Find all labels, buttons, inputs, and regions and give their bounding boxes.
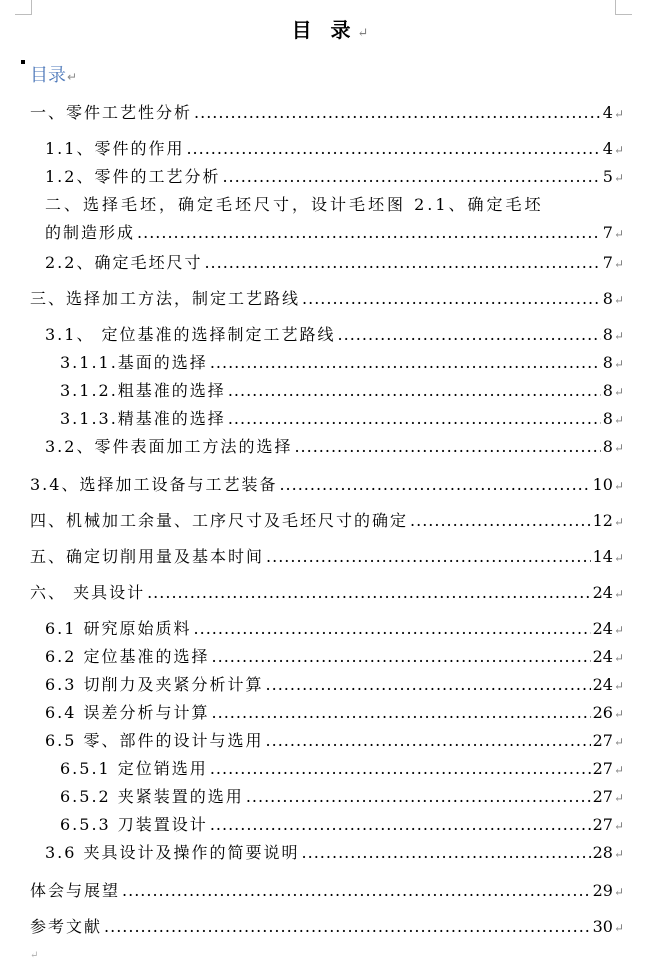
bullet-marker (21, 60, 25, 64)
toc-entry[interactable]: 6.5 零、部件的设计与选用 ..... 27 ↵ (45, 728, 624, 751)
paragraph-mark-icon: ↵ (613, 479, 624, 493)
toc-entry[interactable]: 1.2、零件的工艺分析 ..... 5 ↵ (45, 164, 624, 187)
paragraph-mark-icon: ↵ (67, 70, 78, 84)
toc-entry[interactable]: 五、确定切削用量及基本时间 ..... 14 ↵ (30, 544, 624, 567)
paragraph-mark-icon: ↵ (613, 885, 624, 899)
paragraph-mark-icon: ↵ (613, 329, 624, 343)
paragraph-mark-icon: ↵ (613, 551, 624, 565)
toc-entry[interactable]: 二、选择毛坯，确定毛坯尺寸，设计毛坯图 2.1、确定毛坯 (45, 195, 544, 214)
toc-entry[interactable]: 一、零件工艺性分析 ..... 4 ↵ (30, 100, 624, 123)
paragraph-mark-icon: ↵ (613, 515, 624, 529)
toc-entry[interactable]: 3.1.1.基面的选择 ..... 8 ↵ (60, 350, 624, 373)
paragraph-mark-icon: ↵ (613, 623, 624, 637)
paragraph-mark-icon: ↵ (613, 921, 624, 935)
toc-entry[interactable]: 3.4、选择加工设备与工艺装备 ..... 10 ↵ (30, 472, 624, 495)
paragraph-mark-icon: ↵ (613, 819, 624, 833)
toc-entry[interactable]: 3.2、零件表面加工方法的选择 ..... 8 ↵ (45, 434, 624, 457)
paragraph-mark-icon: ↵ (613, 679, 624, 693)
paragraph-mark-icon: ↵ (613, 171, 624, 185)
paragraph-mark-icon: ↵ (30, 950, 39, 961)
toc-entry[interactable]: 四、机械加工余量、工序尺寸及毛坯尺寸的确定 ..... 12 ↵ (30, 508, 624, 531)
toc-entry[interactable]: 三、选择加工方法，制定工艺路线 ..... 8 ↵ (30, 286, 624, 309)
document-title: 目 录↵ (291, 18, 369, 42)
paragraph-mark-icon: ↵ (613, 385, 624, 399)
paragraph-mark-icon: ↵ (613, 441, 624, 455)
paragraph-mark-icon: ↵ (613, 107, 624, 121)
paragraph-mark-icon: ↵ (357, 26, 369, 41)
paragraph-mark-icon: ↵ (613, 143, 624, 157)
toc-entry[interactable]: 体会与展望 ..... 29 ↵ (30, 878, 624, 901)
paragraph-mark-icon: ↵ (613, 763, 624, 777)
crop-mark-top-left (15, 0, 32, 15)
toc-entry[interactable]: 1.1、零件的作用 ..... 4 ↵ (45, 136, 624, 159)
paragraph-mark-icon: ↵ (613, 707, 624, 721)
toc-entry[interactable]: 3.1.3.精基准的选择 ..... 8 ↵ (60, 406, 624, 429)
paragraph-mark-icon: ↵ (613, 735, 624, 749)
toc-heading[interactable]: 目录↵ (30, 65, 78, 86)
paragraph-mark-icon: ↵ (613, 791, 624, 805)
crop-mark-top-right (615, 0, 632, 15)
toc-entry[interactable]: 6.2 定位基准的选择 ..... 24 ↵ (45, 644, 624, 667)
toc-entry[interactable]: 3.1、 定位基准的选择制定工艺路线 ..... 8 ↵ (45, 322, 624, 345)
paragraph-mark-icon: ↵ (613, 587, 624, 601)
toc-entry[interactable]: 6.1 研究原始质料 ..... 24 ↵ (45, 616, 624, 639)
toc-entry[interactable]: 6.5.2 夹紧装置的选用 ..... 27 ↵ (60, 784, 624, 807)
toc-entry[interactable]: 3.1.2.粗基准的选择 ..... 8 ↵ (60, 378, 624, 401)
toc-entry[interactable]: 6.5.3 刀装置设计 ..... 27 ↵ (60, 812, 624, 835)
paragraph-mark-icon: ↵ (613, 293, 624, 307)
toc-entry[interactable]: 6.4 误差分析与计算 ..... 26 ↵ (45, 700, 624, 723)
paragraph-mark-icon: ↵ (613, 357, 624, 371)
toc-entry[interactable]: 3.6 夹具设计及操作的简要说明 ..... 28 ↵ (45, 840, 624, 863)
paragraph-mark-icon: ↵ (613, 257, 624, 271)
paragraph-mark-icon: ↵ (613, 227, 624, 241)
toc-entry[interactable]: 六、 夹具设计 ..... 24 ↵ (30, 580, 624, 603)
toc-entry[interactable]: 6.5.1 定位销选用 ..... 27 ↵ (60, 756, 624, 779)
paragraph-mark-icon: ↵ (613, 651, 624, 665)
paragraph-mark-icon: ↵ (613, 413, 624, 427)
paragraph-mark-icon: ↵ (613, 847, 624, 861)
toc-entry[interactable]: 2.2、确定毛坯尺寸 ..... 7 ↵ (45, 250, 624, 273)
toc-entry[interactable]: 的制造形成 ..... 7 ↵ (45, 220, 624, 243)
toc-entry[interactable]: 6.3 切削力及夹紧分析计算 ..... 24 ↵ (45, 672, 624, 695)
toc-entry[interactable]: 参考文献 ..... 30 ↵ (30, 914, 624, 937)
